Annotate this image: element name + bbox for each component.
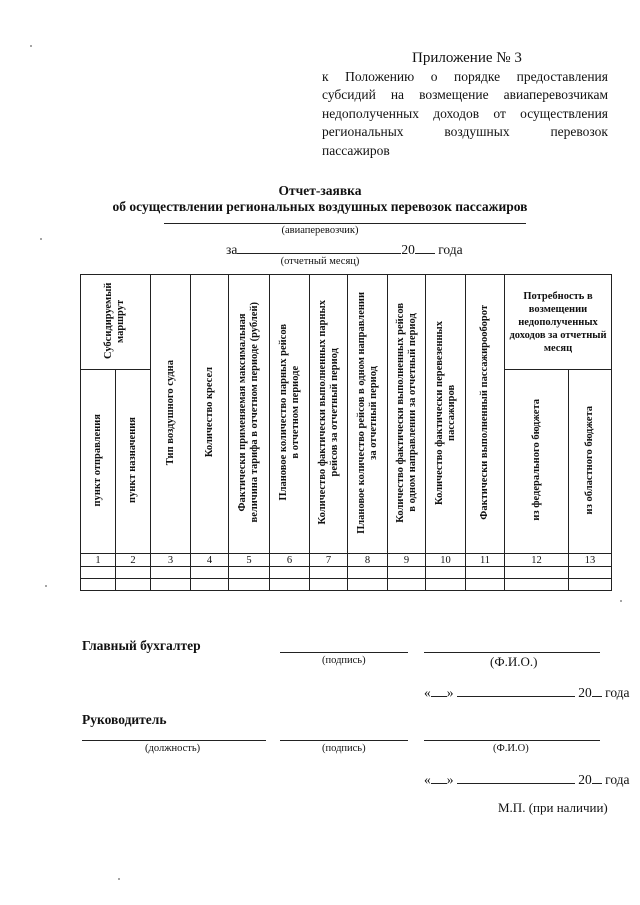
accountant-date bbox=[424, 684, 630, 701]
date-year-prefix: 20 bbox=[578, 772, 592, 787]
month-blank bbox=[457, 771, 575, 784]
date-year-prefix: 20 bbox=[578, 685, 592, 700]
need-group-header: Потребность в возмещении недополученных доходов за отчетный месяц bbox=[505, 275, 612, 370]
date-quote-open: « bbox=[424, 772, 431, 787]
column-number: 6 bbox=[270, 554, 310, 567]
scan-speck bbox=[45, 585, 47, 587]
column-header: из областного бюджета bbox=[569, 370, 612, 554]
column-header bbox=[348, 275, 388, 554]
head-fio-caption: (Ф.И.О) bbox=[493, 743, 529, 754]
column-number: 11 bbox=[466, 554, 505, 567]
column-number: 13 bbox=[569, 554, 612, 567]
column-number: 3 bbox=[151, 554, 191, 567]
accountant-signature-line bbox=[280, 652, 408, 653]
period-prefix: за bbox=[226, 242, 238, 257]
column-number: 4 bbox=[191, 554, 229, 567]
annex-line: региональных воздушных перевозок bbox=[322, 124, 608, 140]
document-subtitle: об осуществлении региональных воздушных перевозок пассажиров bbox=[112, 199, 528, 214]
column-header-label: Фактически применяемая максимальная величина тарифа в отчетном периоде (рублей) bbox=[237, 302, 260, 523]
column-header: пункт отправления bbox=[81, 370, 116, 554]
table-row bbox=[81, 579, 612, 591]
head-signature-caption: (подпись) bbox=[322, 743, 366, 754]
annex-title: Приложение № 3 bbox=[412, 50, 522, 66]
annex-line: субсидий на возмещение авиаперевозчикам bbox=[322, 87, 608, 103]
period-year-prefix: 20 bbox=[401, 242, 415, 257]
year-blank bbox=[415, 240, 435, 254]
column-header bbox=[388, 275, 426, 554]
head-label: Руководитель bbox=[82, 712, 167, 727]
column-header bbox=[229, 275, 270, 554]
column-header: Количество кресел bbox=[191, 275, 229, 554]
accountant-fio-caption: (Ф.И.О.) bbox=[490, 654, 538, 669]
head-position-line bbox=[82, 740, 266, 741]
accountant-signature-caption: (подпись) bbox=[322, 655, 366, 666]
column-header-label: Плановое количество парных рейсов в отчетном периоде bbox=[277, 324, 301, 501]
column-header-label: Количество фактически перевезенных пассажиров bbox=[433, 320, 457, 505]
accountant-fio-line bbox=[424, 652, 600, 653]
column-number: 10 bbox=[426, 554, 466, 567]
column-header bbox=[310, 275, 348, 554]
scan-speck bbox=[118, 878, 120, 880]
column-number: 12 bbox=[505, 554, 569, 567]
report-table bbox=[80, 274, 612, 591]
scan-speck bbox=[620, 600, 622, 602]
column-header: из федерального бюджета bbox=[505, 370, 569, 554]
column-number: 1 bbox=[81, 554, 116, 567]
date-quote-close: » bbox=[446, 685, 454, 700]
scan-speck bbox=[40, 238, 42, 240]
carrier-line bbox=[164, 223, 526, 224]
year-blank bbox=[592, 771, 602, 784]
scan-speck bbox=[30, 45, 32, 47]
head-signature-line bbox=[280, 740, 408, 741]
column-number: 9 bbox=[388, 554, 426, 567]
table-row bbox=[81, 567, 612, 579]
date-suffix: года bbox=[605, 685, 630, 700]
head-fio-line bbox=[424, 740, 600, 741]
carrier-caption: (авиаперевозчик) bbox=[281, 225, 359, 236]
route-group-label: Субсидируемый маршрут bbox=[102, 282, 126, 359]
year-blank bbox=[592, 684, 602, 697]
column-header-label: Количество фактически выполненных рейсов в одном направлении за отчетный период bbox=[394, 302, 418, 523]
column-number: 8 bbox=[348, 554, 388, 567]
month-blank bbox=[457, 684, 575, 697]
column-number-row bbox=[81, 554, 612, 567]
column-header: пункт назначения bbox=[116, 370, 151, 554]
annex-reference bbox=[322, 68, 608, 160]
column-number: 7 bbox=[310, 554, 348, 567]
column-header-label: Плановое количество рейсов в одном направлении за отчетный период bbox=[355, 291, 379, 534]
document-title: Отчет-заявка bbox=[278, 183, 362, 198]
head-position-caption: (должность) bbox=[145, 743, 201, 754]
column-header: Фактически выполненный пассажирооборот bbox=[466, 275, 505, 554]
column-header: Тип воздушного судна bbox=[151, 275, 191, 554]
column-number: 5 bbox=[229, 554, 270, 567]
chief-accountant-label: Главный бухгалтер bbox=[82, 638, 201, 653]
column-header bbox=[426, 275, 466, 554]
annex-line: недополученных доходов от осуществления bbox=[322, 105, 608, 121]
route-group-header bbox=[81, 275, 151, 370]
date-quote-close: » bbox=[446, 772, 454, 787]
date-quote-open: « bbox=[424, 685, 431, 700]
stamp-note: М.П. (при наличии) bbox=[498, 800, 608, 815]
column-header bbox=[270, 275, 310, 554]
column-header-label: Количество фактически выполненных парных рейсов за отчетный период bbox=[316, 300, 340, 525]
annex-line: пассажиров bbox=[322, 142, 390, 158]
date-suffix: года bbox=[605, 772, 630, 787]
column-number: 2 bbox=[116, 554, 151, 567]
period-suffix: года bbox=[438, 242, 463, 257]
day-blank bbox=[431, 684, 447, 697]
month-blank bbox=[237, 240, 401, 254]
period-caption: (отчетный месяц) bbox=[280, 256, 360, 267]
annex-line: к Положению о порядке предоставления bbox=[322, 69, 608, 84]
day-blank bbox=[431, 771, 447, 784]
head-date bbox=[424, 771, 630, 788]
